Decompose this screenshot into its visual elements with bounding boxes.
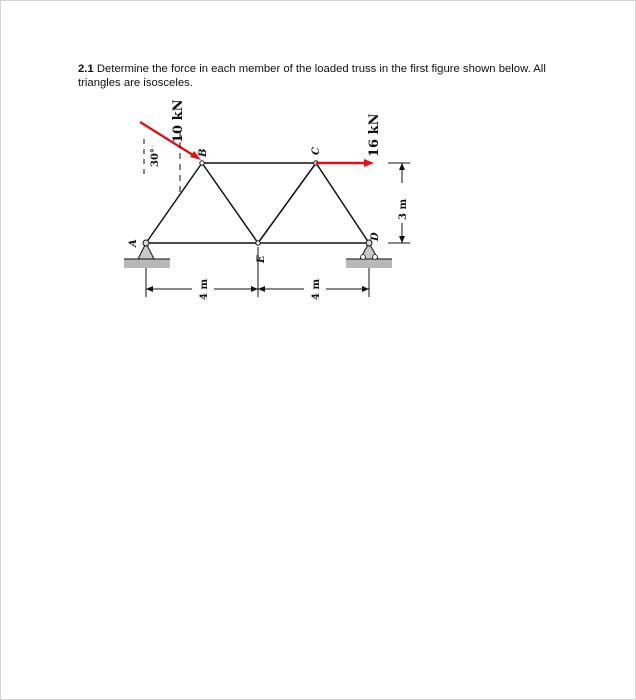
member-ec [258,163,316,243]
load-label-c: 16 kN [367,113,382,157]
joint-label-b: B [198,148,209,157]
load-arrowhead-c [364,159,374,167]
member-ab [146,163,202,243]
joint-b [200,161,204,165]
dim-label-height: 3 m [398,198,409,220]
truss-figure [110,95,430,315]
span-arrow-e-right [258,286,265,292]
span-arrow-e-left [251,286,258,292]
problem-text: Determine the force in each member of the loaded truss in the first figure shown below. All triangles are isosceles. [78,63,546,89]
load-arrow-b [140,122,196,157]
roller-d-right [373,255,378,260]
height-arrow-bottom [399,236,405,243]
dim-label-left: 4 m [199,278,210,300]
joint-a [143,240,149,246]
joint-label-e: E [256,255,267,263]
problem-statement [78,62,558,90]
span-arrow-a [146,286,153,292]
joint-label-c: C [311,147,322,155]
member-cd [316,163,369,243]
span-arrow-d [362,286,369,292]
dim-label-right: 4 m [311,278,322,300]
load-label-b: 10 kN [171,99,186,143]
joint-label-d: D [370,232,381,241]
height-arrow-top [399,163,405,170]
member-be [202,163,258,243]
truss-diagram [110,95,430,315]
problem-number: 2.1 [78,63,94,75]
roller-d-left [361,255,366,260]
angle-label: 30° [150,148,161,167]
joint-label-a: A [128,239,139,247]
ground-right [346,259,392,268]
joint-e [256,241,260,245]
ground-left [124,259,170,268]
